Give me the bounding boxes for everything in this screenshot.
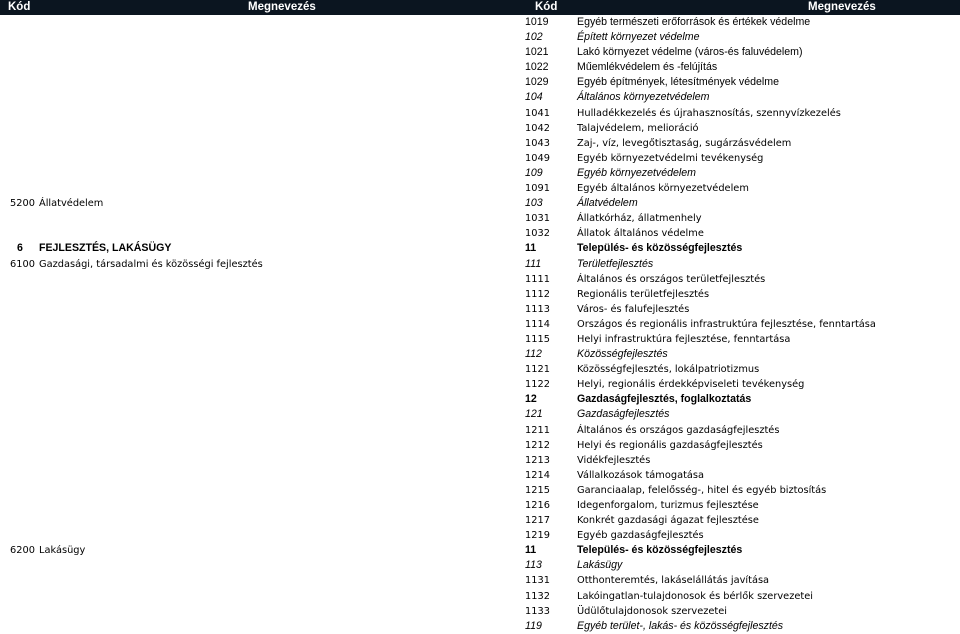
table-row xyxy=(0,287,960,302)
right-code-cell: 1132 xyxy=(525,590,550,602)
left-code-cell: 6100 xyxy=(10,258,35,270)
table-header xyxy=(0,0,960,15)
right-name-cell: Egyéb általános környezetvédelem xyxy=(577,183,749,195)
left-name-cell: Lakásügy xyxy=(39,545,86,557)
right-code-cell: 1031 xyxy=(525,213,550,225)
table-row xyxy=(0,166,960,181)
table-row xyxy=(0,332,960,347)
table-row xyxy=(0,226,960,241)
table-row xyxy=(0,211,960,226)
right-code-cell: 1133 xyxy=(525,605,550,617)
right-code-cell: 1021 xyxy=(525,46,549,59)
right-code-cell: 102 xyxy=(525,31,543,44)
right-name-cell: Egyéb építmények, létesítmények védelme xyxy=(577,76,779,89)
right-name-cell: Közösségfejlesztés, lokálpatriotizmus xyxy=(577,364,760,376)
left-code-cell: 5200 xyxy=(10,198,35,210)
table-row xyxy=(0,573,960,588)
table-row xyxy=(0,257,960,272)
right-name-cell: Talajvédelem, melioráció xyxy=(577,122,699,134)
left-code-cell: 6200 xyxy=(10,545,35,557)
right-code-cell: 121 xyxy=(525,408,543,421)
table-row xyxy=(0,181,960,196)
right-code-cell: 1216 xyxy=(525,500,550,511)
right-code-cell: 11 xyxy=(525,242,537,255)
right-name-cell: Regionális területfejlesztés xyxy=(577,288,710,300)
table-row xyxy=(0,377,960,392)
right-code-cell: 1122 xyxy=(525,379,550,391)
table-row xyxy=(0,362,960,377)
table-row xyxy=(0,392,960,407)
right-name-cell: Garanciaalap, felelősség-, hitel és egyéb biztosítás xyxy=(577,484,827,496)
table-row xyxy=(0,30,960,45)
right-code-cell: 104 xyxy=(525,91,543,104)
table-row xyxy=(0,90,960,105)
right-name-cell: Helyi és regionális gazdaságfejlesztés xyxy=(577,439,763,451)
right-name-cell: Általános és országos gazdaságfejlesztés xyxy=(577,424,780,436)
right-name-cell: Helyi infrastruktúra fejlesztése, fenntartása xyxy=(577,333,791,345)
right-name-cell: Helyi, regionális érdekképviseleti tevékenység xyxy=(577,379,805,391)
right-name-cell: Idegenforgalom, turizmus fejlesztése xyxy=(577,500,759,511)
right-name-cell: Zaj-, víz, levegőtisztaság, sugárzásvédelem xyxy=(577,137,792,149)
table-row xyxy=(0,15,960,30)
right-name-cell: Üdülőtulajdonosok szervezetei xyxy=(577,605,728,617)
right-name-cell: Általános és országos területfejlesztés xyxy=(577,273,766,285)
right-code-cell: 1115 xyxy=(525,333,550,345)
right-name-cell: Hulladékkezelés és újrahasznosítás, szennyvízkezelés xyxy=(577,107,841,119)
right-code-cell: 1131 xyxy=(525,575,550,587)
right-code-cell: 1043 xyxy=(525,137,550,149)
table-row xyxy=(0,60,960,75)
table-row xyxy=(0,302,960,317)
right-name-cell: Egyéb környezetvédelem xyxy=(577,166,696,179)
table-row xyxy=(0,347,960,362)
right-code-cell: 1114 xyxy=(525,318,550,330)
right-code-cell: 1042 xyxy=(525,122,550,134)
right-name-cell: Egyéb gazdaságfejlesztés xyxy=(577,530,704,542)
left-name-cell: FEJLESZTÉS, LAKÁSÜGY xyxy=(39,242,172,255)
table-row xyxy=(0,272,960,287)
right-name-cell: Gazdaságfejlesztés, foglalkoztatás xyxy=(577,393,752,406)
right-name-cell: Állatkórház, állatmenhely xyxy=(577,213,702,225)
right-name-cell: Konkrét gazdasági ágazat fejlesztése xyxy=(577,515,759,527)
right-name-cell: Egyéb természeti erőforrások és értékek védelme xyxy=(577,16,811,28)
right-code-cell: 109 xyxy=(525,166,543,179)
right-code-cell: 1032 xyxy=(525,228,550,240)
right-code-cell: 1113 xyxy=(525,303,550,315)
right-code-cell: 12 xyxy=(525,393,537,406)
header-code-right: Kód xyxy=(535,1,558,13)
right-code-cell: 1212 xyxy=(525,439,550,451)
table-row xyxy=(0,121,960,136)
table-row xyxy=(0,468,960,483)
table-row xyxy=(0,528,960,543)
table-row xyxy=(0,604,960,619)
table-row xyxy=(0,75,960,90)
right-code-cell: 1213 xyxy=(525,454,550,466)
table-row xyxy=(0,45,960,60)
table-row xyxy=(0,241,960,256)
right-name-cell: Egyéb környezetvédelmi tevékenység xyxy=(577,152,764,164)
header-code-left: Kód xyxy=(8,1,31,13)
left-name-cell: Állatvédelem xyxy=(39,198,104,210)
right-code-cell: 1217 xyxy=(525,515,550,527)
right-name-cell: Település- és közösségfejlesztés xyxy=(577,242,743,255)
right-code-cell: 103 xyxy=(525,197,543,210)
right-name-cell: Általános környezetvédelem xyxy=(577,91,710,104)
right-name-cell: Területfejlesztés xyxy=(577,257,654,270)
right-code-cell: 1121 xyxy=(525,364,550,376)
right-name-cell: Vállalkozások támogatása xyxy=(577,469,705,481)
right-code-cell: 1111 xyxy=(525,273,550,285)
right-code-cell: 112 xyxy=(525,348,542,361)
header-name-left: Megnevezés xyxy=(248,1,316,13)
right-name-cell: Állatvédelem xyxy=(577,197,638,210)
table-row xyxy=(0,407,960,422)
right-code-cell: 119 xyxy=(525,619,542,632)
table-row xyxy=(0,453,960,468)
right-code-cell: 1019 xyxy=(525,16,549,28)
right-code-cell: 1211 xyxy=(525,424,550,436)
table-row xyxy=(0,513,960,528)
table-body xyxy=(0,15,960,634)
right-code-cell: 1041 xyxy=(525,107,550,119)
table-row xyxy=(0,483,960,498)
table-row xyxy=(0,151,960,166)
right-code-cell: 111 xyxy=(525,257,542,270)
table-row xyxy=(0,196,960,211)
right-code-cell: 1215 xyxy=(525,484,550,496)
right-code-cell: 1112 xyxy=(525,288,550,300)
right-code-cell: 1049 xyxy=(525,152,550,164)
right-code-cell: 113 xyxy=(525,559,542,572)
right-name-cell: Otthonteremtés, lakáselállátás javítása xyxy=(577,575,770,587)
right-name-cell: Közösségfejlesztés xyxy=(577,348,668,361)
table-row xyxy=(0,543,960,558)
table-row xyxy=(0,589,960,604)
right-name-cell: Lakó környezet védelme (város-és faluvédelem) xyxy=(577,46,803,59)
table-row xyxy=(0,106,960,121)
right-name-cell: Lakóingatlan-tulajdonosok és bérlők szervezetei xyxy=(577,590,813,602)
table-row xyxy=(0,498,960,513)
right-code-cell: 1219 xyxy=(525,530,550,542)
right-name-cell: Egyéb terület-, lakás- és közösségfejlesztés xyxy=(577,619,784,632)
right-name-cell: Település- és közösségfejlesztés xyxy=(577,544,743,557)
right-name-cell: Város- és falufejlesztés xyxy=(577,303,690,315)
right-name-cell: Gazdaságfejlesztés xyxy=(577,408,670,421)
table-row xyxy=(0,438,960,453)
right-name-cell: Műemlékvédelem és -felújítás xyxy=(577,61,718,74)
table-row xyxy=(0,423,960,438)
left-name-cell: Gazdasági, társadalmi és közösségi fejlesztés xyxy=(39,258,263,270)
table-row xyxy=(0,558,960,573)
right-name-cell: Épített környezet védelme xyxy=(577,31,700,44)
right-code-cell: 1022 xyxy=(525,61,549,74)
right-name-cell: Állatok általános védelme xyxy=(577,228,704,240)
table-row xyxy=(0,317,960,332)
right-code-cell: 1214 xyxy=(525,469,550,481)
table-row xyxy=(0,136,960,151)
right-code-cell: 1029 xyxy=(525,76,549,89)
right-name-cell: Országos és regionális infrastruktúra fejlesztése, fenntartása xyxy=(577,318,876,330)
right-name-cell: Lakásügy xyxy=(577,559,623,572)
header-name-right: Megnevezés xyxy=(808,1,876,13)
left-code-cell: 6 xyxy=(17,242,23,255)
right-name-cell: Vidékfejlesztés xyxy=(577,454,651,466)
right-code-cell: 11 xyxy=(525,544,537,557)
right-code-cell: 1091 xyxy=(525,183,550,195)
